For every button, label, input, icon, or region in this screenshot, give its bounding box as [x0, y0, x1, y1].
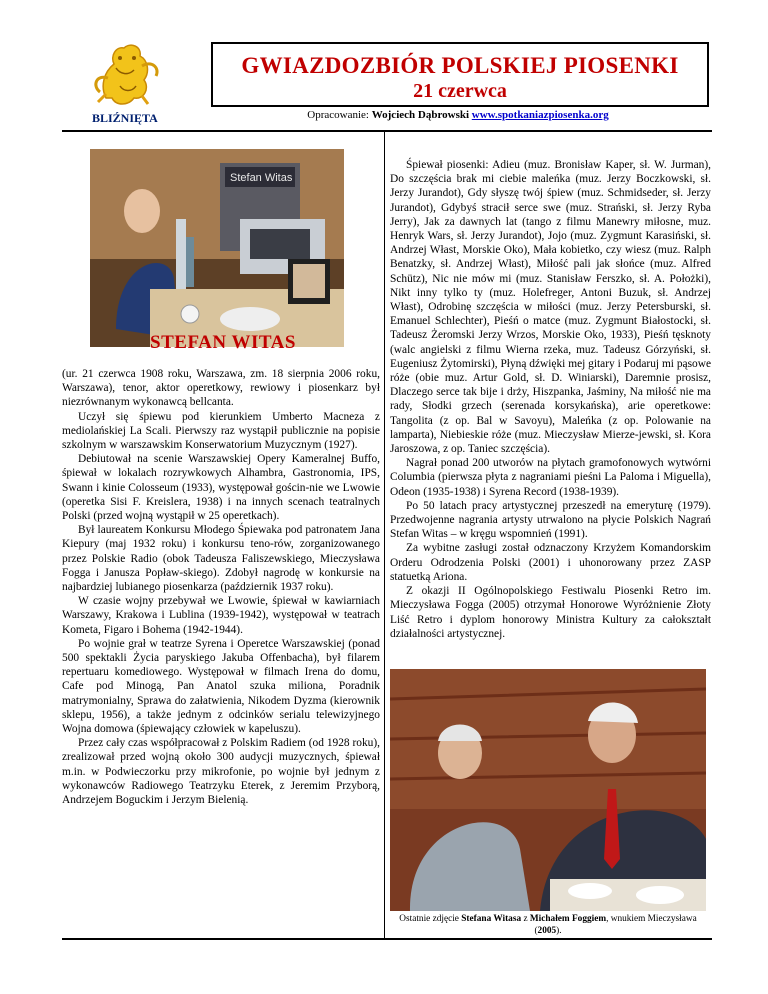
- bottom-divider: [62, 938, 712, 940]
- bio-paragraph: W czasie wojny przebywał we Lwowie, śpiewał w kawiarniach Warszawy, Krakowa i Lublina (1939-1942), występował w teatrach Kometa, Figaro i Bohema (1942-1944).: [62, 595, 380, 636]
- date-title: 21 czerwca: [413, 80, 507, 102]
- website-link[interactable]: www.spotkaniazpiosenka.org: [471, 109, 609, 121]
- caption-text: z: [523, 914, 528, 924]
- caption-text: Ostatnie zdjęcie: [399, 914, 459, 924]
- record-text: Stefan Witas: [230, 172, 293, 184]
- page-title: GWIAZDOZBIÓR POLSKIEJ PIOSENKI: [241, 53, 679, 78]
- bio-paragraph: Przez cały czas współpracował z Polskim Radiem (od 1928 roku), zrealizował przed wojną około 300 audycji muzycznych, śpiewał m.in. w Podwieczorku przy mikrofonie, po wojnie był jednym z wykonawców Radiowego Teatrzyku Eterek, z Jeremim Przyborą, Andrzejem Boguckim i Jerzym Bielenią.: [62, 737, 380, 807]
- bio-right-column: [390, 158, 711, 641]
- bio-paragraph: Debiutował na scenie Warszawskiej Opery Kameralnej Buffo, śpiewał w lokalach rozrywkowych Alhambra, Gastronomia, IPS, Swann i kinie Colosseum (1933), występował gościn-nie we Lwowie (operetka Sisi F. Kreislera, 1938) i na innych scenach teatralnych Polski (przed wojną wystąpił w 25 operetkach).: [62, 453, 380, 523]
- artist-name: STEFAN WITAS: [150, 332, 296, 353]
- caption-name: Michałem Foggiem: [529, 914, 607, 924]
- credit-label: Opracowanie:: [307, 109, 369, 121]
- bio-paragraph: Nagrał ponad 200 utworów na płytach gramofonowych wytwórni Columbia (pierwsza płyta z nagraniami pieśni La Paloma i Miguella), Odeon (1935-1938) i Syrena Record (1938-1939).: [390, 457, 711, 498]
- bio-paragraph: Z okazji II Ogólnopolskiego Festiwalu Piosenki Retro im. Mieczysława Fogga (2005) otrzymał Honorowe Wyróżnienie Złoty Liść Retro i dyplom honorowy Ministra Kultury za całokształt działalności artystycznej.: [390, 585, 711, 640]
- title-box: [211, 42, 709, 107]
- zodiac-sign-label: BLIŹNIĘTA: [92, 111, 158, 125]
- bio-paragraph: Śpiewał piosenki: Adieu (muz. Bronisław Kaper, sł. W. Jurman), Do szczęścia brak mi ciebie maleńka (muz. Jerzy Boczkowski, sł. Jerzy Jurandot), Gdy słyszę twój śpiew (muz. Schmidseder, sł. Jerzy Jurandot), Gdybyś stracił serce swe (muz. Strański, sł. Jerzy Ryba Jerry), Jak za dawnych lat (tango z filmu Manewry miłosne, muz. Henryk Wars, sł. Jerzy Jurandot), Jojo (muz. Zygmunt Karasiński, sł. Andrzej Włast, Morskie Oko), Mała kobietko, czy wiesz (muz. Ralph Benatzky, sł. Andrzej Włast), Miłość pali jak słońce (muz. Alfred Schütz), Nic nie mów mi (muz. Stanisław Ferszko, sł. A. Położki), Nikt inny tylko ty (muz. Holefreger, Antoni Buzuk, sł. Andrzej Włast), Odrobinę szczęścia w miłości (muz. Jerzy Petersburski, sł. Emanuel Schlechter), Pieśń o matce (muz. Zygmunt Białostocki, sł. Tadeusz Żeromski Jerzy Wrzos, Morskie Oko, 1933), Pieśń tęsknoty (walc angielski z filmu Wierna rzeka, muz. Tadeusz Górzyński, sł. Eugeniusz Żytomirski), Płyną dźwięki mej gitary i Podaruj mi pąsowe róże (obie muz. Artur Gold, sł. D. Winiarski), Daremnie prosisz, Dlaczego serce tak bije i drży, Hiszpanka, Jaśminy, Na miłość nie ma rady, Słodki grzech (serenada korsykańska), arie operetkowe: Tangolita (z op. Bal w Savoyu), Maleńka (z op. Polowanie na lamparta), Niebieskie róże (muz. Mieczysław Mierze-jewski, sł. Kora Jaroszowa, z op. Taniec szczęścia).: [390, 159, 711, 456]
- bio-paragraph: Był laureatem Konkursu Młodego Śpiewaka pod patronatem Jana Kiepury (maj 1932 roku) i konkursu teno-rów, zorganizowanego przez Polskie Radio (obok Tadeusza Faliszewskiego, Mieczysława Fogga i Janusza Popław-skiego). Zdobył nagrodę w konkursie na najbardziej lubianego piosenkarza (październik 1937 roku).: [62, 524, 380, 594]
- caption-name: Stefana Witasa: [461, 914, 522, 924]
- bio-paragraph: Po 50 latach pracy artystycznej przeszedł na emeryturę (1979). Przedwojenne nagrania artysty utrwalono na płycie Polskich Nagrań Stefan Witas – w kręgu wspomnień (1991).: [390, 499, 711, 541]
- artist-photo: [90, 149, 344, 347]
- bio-left-column: [62, 367, 380, 807]
- caption-text: , wnukiem Mieczysława (: [534, 914, 697, 936]
- credit-author: Wojciech Dąbrowski: [371, 109, 470, 121]
- column-divider: [384, 131, 385, 939]
- top-divider: [62, 130, 712, 132]
- photo-caption: [390, 913, 706, 937]
- bio-paragraph: Za wybitne zasługi został odznaczony Krzyżem Komandorskim Orderu Odrodzenia Polski (2001) i uhonorowany przez ZASP statuetką Ariona.: [390, 542, 711, 583]
- gemini-zodiac-icon: [86, 38, 166, 112]
- bio-paragraph: (ur. 21 czerwca 1908 roku, Warszawa, zm. 18 sierpnia 2006 roku, Warszawa), tenor, aktor operetkowy, rewiowy i piosenkarz był niezrównanym wykonawcą bellcanta.: [62, 368, 380, 409]
- last-photo: [390, 669, 706, 911]
- bio-paragraph: Uczył się śpiewu pod kierunkiem Umberto Macneza z mediolańskiej La Scali. Pierwszy raz wystąpił publicznie na popisie szkolnym w warszawskim Konserwatorium Muzycznym (1927).: [62, 410, 380, 452]
- caption-year: 2005: [537, 926, 557, 936]
- caption-text: ).: [556, 926, 562, 936]
- bio-paragraph: Po wojnie grał w teatrze Syrena i Operetce Warszawskiej (ponad 500 spektakli Życia paryskiego Jakuba Offenbacha), był filarem repertuaru komediowego. Występował w filmach Irena do domu, Cafe pod Minogą, Pan Anatol szuka miliona, Poradnik matrymonialny, Sprawa do załatwienia, Nikodem Dyzma (kierownik sklepu, 1956), a także jednym z odcinków serialu telewizyjnego Wojna domowa (śpiewający człowiek w kapeluszu).: [62, 637, 380, 736]
- credit-line: [211, 109, 705, 121]
